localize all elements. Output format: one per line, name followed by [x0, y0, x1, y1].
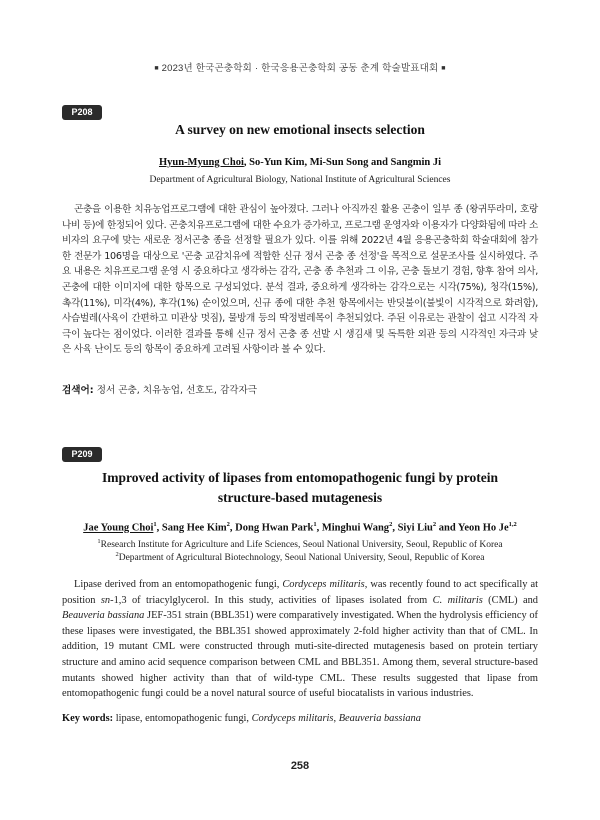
affil-sup: 2 [432, 521, 437, 528]
species-name: Beauveria bassiana [62, 610, 145, 622]
p209-keywords [62, 713, 538, 724]
keywords-label: 검색어: [62, 385, 94, 396]
p208-keywords [62, 382, 538, 396]
coauthor: and Yeon Ho Je [436, 522, 509, 534]
p209-title-line2: structure-based mutagenesis [217, 490, 383, 505]
affil-sup: 1 [153, 521, 157, 528]
affil-text: Research Institute for Agriculture and Life Sciences, Seoul National University, Seoul, Republic of Korea [100, 540, 503, 551]
p209-title-line1: Improved activity of lipases from entomopathogenic fungi by protein [101, 470, 498, 485]
presenting-author: Jae Young Choi [83, 522, 154, 534]
p208-affiliation: Department of Agricultural Biology, National Institute of Agricultural Sciences [149, 175, 451, 185]
p208-title: A survey on new emotional insects selection [175, 122, 425, 137]
affil-sup: 1,2 [508, 521, 517, 528]
coauthor: , Dong Hwan Park [229, 522, 314, 534]
abstract-text: , was recently found to act specifically at position [62, 579, 538, 606]
p209-abstract [62, 577, 538, 702]
presenting-author: Hyun-Myung Choi [158, 157, 244, 168]
keywords-label: Key words: [62, 713, 114, 724]
page-number: 258 [290, 760, 310, 772]
keywords-list: lipase, entomopathogenic fungi, [113, 713, 252, 724]
species-name: Cordyceps militaris [282, 579, 365, 590]
affil-sup: 1 [313, 521, 317, 528]
coauthors: , So-Yun Kim, Mi-Sun Song and Sangmin Ji [243, 157, 442, 168]
coauthor: , Siyi Liu [392, 522, 433, 534]
species-name: Cordyceps militaris [251, 713, 334, 724]
species-name: C. militaris [432, 594, 483, 606]
affil-text: Department of Agricultural Biotechnology, Seoul National University, Seoul, Republic of Korea [118, 553, 485, 564]
keywords-list: 정서 곤충, 치유농업, 선호도, 감각자극 [93, 385, 258, 396]
p208-abstract: 곤충을 이용한 치유농업프로그램에 대한 관심이 높아졌다. 그러나 아직까진 활용 곤충이 일부 종 (왕귀뚜라미, 호랑나비 등)에 한정되어 있다. 곤충치유프로그램에 대한 수요가 증가하고, 프로그램 운영자와 이용자가 다양화됨에 따라 소비자의 요구에 맞는 새로운 정서곤충 종을 선정할 필요가 있다. 이를 위해 2022년 4월 응용곤충학회 학술대회에 참가한 전문가 106명을 대상으로 '곤충 교감치유에 적합한 신규 정서 곤충 종 선정'을 목적으로 설문조사를 실시하였다. 주요 내용은 치유프로그램 운영 시 중요하다고 생각하는 감각, 곤충 종 추천과 그 이유, 곤충 돌보기 경험, 향후 참여 의사, 곤충에 대한 이미지에 대한 항목으로 구성되었다. 분석 결과, 중요하게 생각하는 감각으로는 시각(75%), 청각(15%), 촉각(11%), 미각(4%), 후각(1%) 순이었으며, 신규 종에 대한 추천 항목에서는 반딧불이(불빛이 시각적으로 화려함), 사슴벌레(사육이 간편하고 미관상 멋짐), 물방개 등의 딱정벌레목이 추천되었다. 주된 이유로는 관찰이 쉽고 시각적 자극이 높다는 점이었다. 이러한 결과를 통해 신규 정서 곤충 종 선발 시 생김새 및 독특한 외관 등의 시각적인 자극과 낮은 사육 난이도 등의 항목이 중요하게 고려될 사항이라 볼 수 있다. [62, 204, 538, 356]
species-name: Beauveria bassiana [338, 713, 421, 724]
abstract-tag-p208: P208 [62, 105, 102, 120]
separator: , [333, 713, 339, 724]
affil-sup: 2 [115, 551, 119, 558]
p209-affiliation-2 [50, 549, 550, 564]
affil-sup: 2 [389, 521, 393, 528]
p208-authors [60, 157, 540, 168]
coauthor: , Minghui Wang [316, 522, 390, 534]
header-text: 2023년 한국곤충학회 · 한국응용곤충학회 공동 춘계 학술발표대회 [161, 63, 439, 74]
position-term: sn [100, 594, 111, 606]
abstract-text: -1,3 of triacylglycerol. In this study, activities of lipases isolated from [110, 594, 433, 606]
p209-authors [60, 521, 540, 534]
abstract-tag-p209: P209 [62, 447, 102, 462]
square-bullet-icon: ■ [441, 65, 446, 72]
abstract-text: (CML) and [482, 594, 538, 606]
coauthor: , Sang Hee Kim [156, 522, 227, 534]
square-bullet-icon: ■ [154, 65, 159, 72]
affil-sup: 1 [97, 538, 101, 545]
p209-title [70, 468, 530, 508]
abstract-text: JEF-351 strain (BBL351) were comparatively investigated. When the hydrolysis efficiency of these lipases were investigated, the BBL351 showed approximately 2-fold higher activity than that of CML. In addition, 19 mutant CML were constructed through muti-site-directed mutagenesis based on protein tertiary structure and amino acid sequence comparison between CML and BBL351. Among them, several structure-based mutants showed higher activity than that of wild-type CML. These results suggested that lipase from entomopathogenic fungi could be a novel natural source of useful biocatalists in various industries. [62, 610, 538, 700]
abstract-text: Lipase derived from an entomopathogenic fungi, [74, 579, 283, 590]
proceedings-header [0, 60, 600, 74]
affil-sup: 2 [226, 521, 230, 528]
